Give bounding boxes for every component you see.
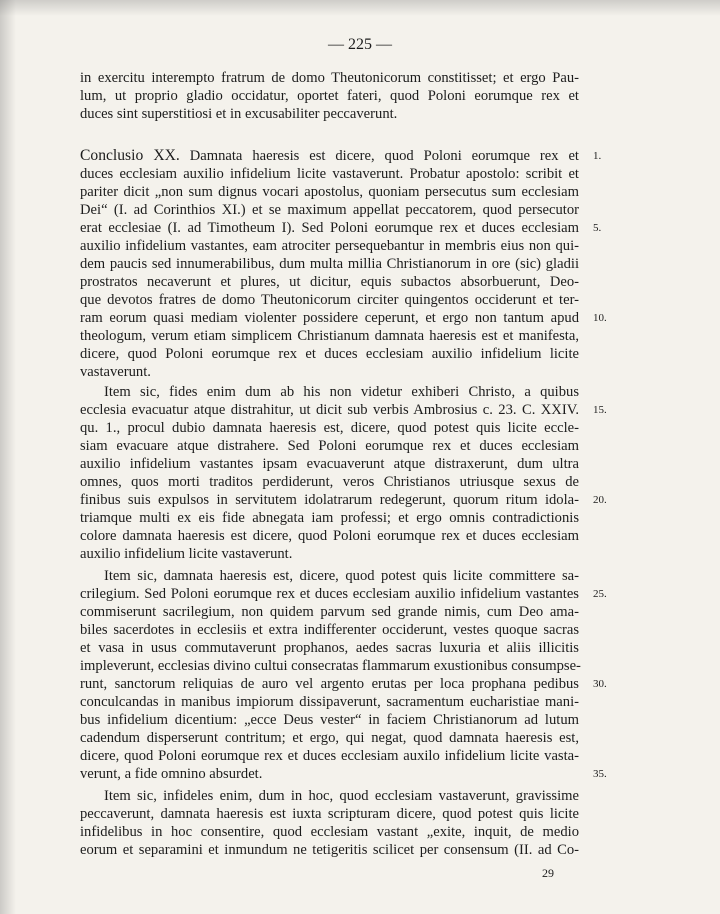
scan-edge-left xyxy=(0,0,16,914)
text-line: cadendum disperserunt contritum; et ergo, qui negat, quod damnata haeresis est, xyxy=(80,730,579,746)
line-number: 35. xyxy=(593,768,607,780)
line-number: 1. xyxy=(593,150,602,162)
text-line: finibus suis expulsos in servitutem idolatrarum redegerunt, quorum ritum idola- xyxy=(80,492,579,508)
text-line: Damnata haeresis est dicere, quod Poloni eorumque rex et xyxy=(189,148,579,164)
text-line: Dei“ (I. ad Corinthios XI.) et se maximum appellat peccatorem, quod persecutor xyxy=(80,202,579,218)
text-line: et vasa in usus commutaverunt prophanos, aedes sacras luxuria et aliis illicitis xyxy=(80,640,579,656)
text-line: pariter dicit „non sum dignus vocari apostolus, quoniam persecutus sum ecclesiam xyxy=(80,184,579,200)
signature-mark: 29 xyxy=(542,866,554,880)
line-number: 15. xyxy=(593,404,607,416)
text-line: bus infidelium dicentium: „ecce Deus vester“ in faciem Christianorum ad lutum xyxy=(80,712,579,728)
text-line: vastaverunt. xyxy=(80,364,151,380)
text-line: que devotos fratres de domo Theutonicorum circiter quingentos occiderunt et ter- xyxy=(80,292,579,308)
text-line: runt, sanctorum reliquias de auro vel argento erutas per loca prophana pedibus xyxy=(80,676,579,692)
text-line: triamque multi ex eis fide abnegata iam professi; et ergo omnis contradictionis xyxy=(80,510,579,526)
text-line: eorum et separamini et inmundum ne tetigeritis scilicet per consensum (II. ad Co- xyxy=(80,842,579,858)
scan-edge-top xyxy=(0,0,720,16)
line-number: 10. xyxy=(593,312,607,324)
text-line: auxilio infidelium vastantes, eam atrociter persequebantur in membris eius non qui- xyxy=(80,238,579,254)
line-number: 20. xyxy=(593,494,607,506)
text-line: qu. 1., procul dubio damnata haeresis est, dicere, quod potest quis licite eccle- xyxy=(80,420,579,436)
text-line: auxilio infidelium licite vastaverunt. xyxy=(80,546,293,562)
text-line: prostratos necaverunt et plures, ut dicitur, equis subactos absorbuerunt, Deo- xyxy=(80,274,579,290)
text-line: crilegium. Sed Poloni eorumque rex et duces ecclesiam auxilio infidelium vastantes xyxy=(80,586,579,602)
text-line: erat ecclesiae (I. ad Timotheum I). Sed Poloni eorumque rex et duces ecclesiam xyxy=(80,220,579,236)
text-line: theologum, verum etiam simplicem Christianum damnata haeresis est et manifesta, xyxy=(80,328,579,344)
conclusio-line xyxy=(80,147,579,165)
line-number: 30. xyxy=(593,678,607,690)
text-line: lum, ut proprio gladio occidatur, oportet fateri, quod Poloni eorumque rex et xyxy=(80,88,579,104)
text-line: ecclesia evacuatur atque distrahitur, ut dicit sub verbis Ambrosius c. 23. C. XXIV. xyxy=(80,402,579,418)
text-line: siam evacuare atque distrahere. Sed Poloni eorumque rex et duces ecclesiam xyxy=(80,438,579,454)
text-line: infidelibus in hoc consentire, quod ecclesiam vastant „exite, inquit, de medio xyxy=(80,824,579,840)
text-line: conculcandas in manibus impiorum dissipaverunt, sacramentum eucharistiae mani- xyxy=(80,694,579,710)
text-line: dem paucis sed innumerabilibus, dum multa millia Christianorum in ore (sic) gladii xyxy=(80,256,579,272)
text-line: in exercitu interempto fratrum de domo Theutonicorum constitisset; et ergo Pau- xyxy=(80,70,579,86)
text-line: impleverunt, ecclesias divino cultui consecratas flammarum exustionibus consumpse- xyxy=(80,658,581,674)
text-line: colore damnata haeresis est dicere, quod Poloni eorumque rex et duces ecclesiam xyxy=(80,528,579,544)
text-line: Item sic, fides enim dum ab his non videtur exhiberi Christo, a quibus xyxy=(104,384,579,400)
text-line: ram eorum quasi mediam violenter possidere ceperunt, et ergo non tantum apud xyxy=(80,310,579,326)
text-line: duces ecclesiam auxilio infidelium licite vastaverunt. Probatur apostolo: scribit et xyxy=(80,166,579,182)
page-header: — 225 — xyxy=(328,36,392,53)
text-line: Item sic, damnata haeresis est, dicere, quod potest quis licite committere sa- xyxy=(104,568,579,584)
line-number: 25. xyxy=(593,588,607,600)
text-line: peccaverunt, damnata haeresis est iuxta scripturam dicere, quod potest quis licite xyxy=(80,806,579,822)
text-line: dicere, quod Poloni eorumque rex et duces ecclesiam auxilio infidelium licite xyxy=(80,346,579,362)
text-line: omnes, quos morti traditos perdiderunt, veros Christianos utriusque sexus de xyxy=(80,474,579,490)
line-number: 5. xyxy=(593,222,602,234)
text-line: duces sint superstitiosi et in excusabiliter peccaverunt. xyxy=(80,106,398,122)
text-line: biles sacerdotes in ecclesiis et extra indifferenter occiderunt, vestes quoque sacras xyxy=(80,622,579,638)
text-line: auxilio infidelium vastantes ipsam evacuaverunt atque distraxerunt, dum ultra xyxy=(80,456,579,472)
text-line: Item sic, infideles enim, dum in hoc, quod ecclesiam vastaverunt, gravissime xyxy=(104,788,579,804)
text-line: commiserunt sacrilegium, non quidem parvum sed grande nimis, cum Deo ama- xyxy=(80,604,579,620)
text-line: dicere, quod Poloni eorumque rex et duces ecclesiam auxilo infidelium licite vasta- xyxy=(80,748,579,764)
text-line: verunt, a fide omnino absurdet. xyxy=(80,766,263,782)
conclusio-label: Conclusio XX. xyxy=(80,147,180,164)
